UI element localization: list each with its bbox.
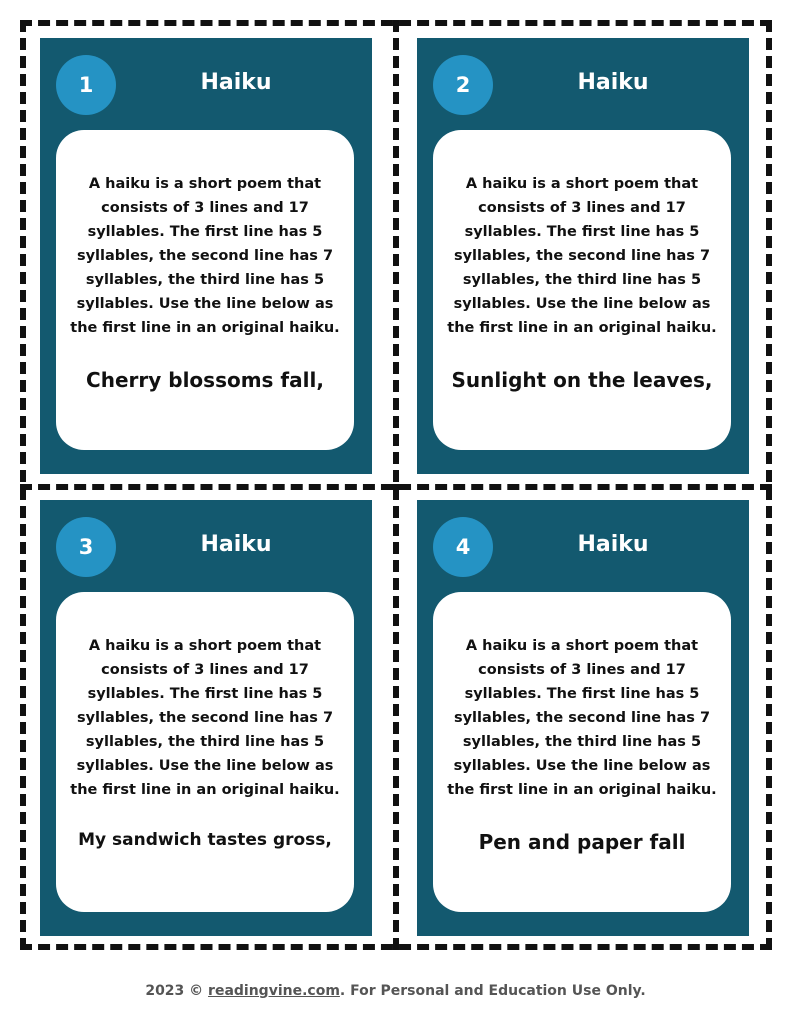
card-number-badge: 4 (433, 517, 493, 577)
card-prompt-line: Pen and paper fall (478, 830, 686, 854)
card-panel (433, 130, 731, 450)
haiku-card-3 (40, 500, 372, 936)
card-instructions: A haiku is a short poem that consists of 3 lines and 17 syllables. The first line has 5 syllables, the second line has 7 syllables, the third line has 5 syllables. Use the line below as the first line in an original haiku. (70, 638, 340, 798)
card-title: Haiku (200, 532, 272, 557)
card-header (417, 500, 749, 600)
cut-cross-mark (382, 484, 410, 490)
haiku-card-4 (417, 500, 749, 936)
card-instructions: A haiku is a short poem that consists of 3 lines and 17 syllables. The first line has 5 syllables, the second line has 7 syllables, the third line has 5 syllables. Use the line below as the first line in an original haiku. (447, 638, 717, 798)
card-panel (56, 130, 354, 450)
page-footer (0, 983, 791, 999)
card-header (417, 38, 749, 138)
card-header (40, 38, 372, 138)
card-header (40, 500, 372, 600)
card-prompt-line: Cherry blossoms fall, (86, 368, 324, 392)
haiku-card-1 (40, 38, 372, 474)
card-instructions: A haiku is a short poem that consists of 3 lines and 17 syllables. The first line has 5 syllables, the second line has 7 syllables, the third line has 5 syllables. Use the line below as the first line in an original haiku. (70, 176, 340, 336)
card-number-badge: 1 (56, 55, 116, 115)
footer-site-link[interactable]: readingvine.com (208, 983, 340, 999)
cut-line-left (20, 20, 26, 950)
card-panel (433, 592, 731, 912)
card-title: Haiku (577, 532, 649, 557)
card-instructions: A haiku is a short poem that consists of 3 lines and 17 syllables. The first line has 5 syllables, the second line has 7 syllables, the third line has 5 syllables. Use the line below as the first line in an original haiku. (447, 176, 717, 336)
card-title: Haiku (200, 70, 272, 95)
footer-copyright: 2023 © (145, 983, 209, 999)
card-title: Haiku (577, 70, 649, 95)
card-prompt-line: My sandwich tastes gross, (78, 830, 332, 850)
footer-usage-note: . For Personal and Education Use Only. (339, 983, 646, 999)
card-number-badge: 2 (433, 55, 493, 115)
haiku-card-2 (417, 38, 749, 474)
card-prompt-line: Sunlight on the leaves, (451, 368, 713, 392)
card-number-badge: 3 (56, 517, 116, 577)
card-panel (56, 592, 354, 912)
cut-line-right (766, 20, 772, 950)
